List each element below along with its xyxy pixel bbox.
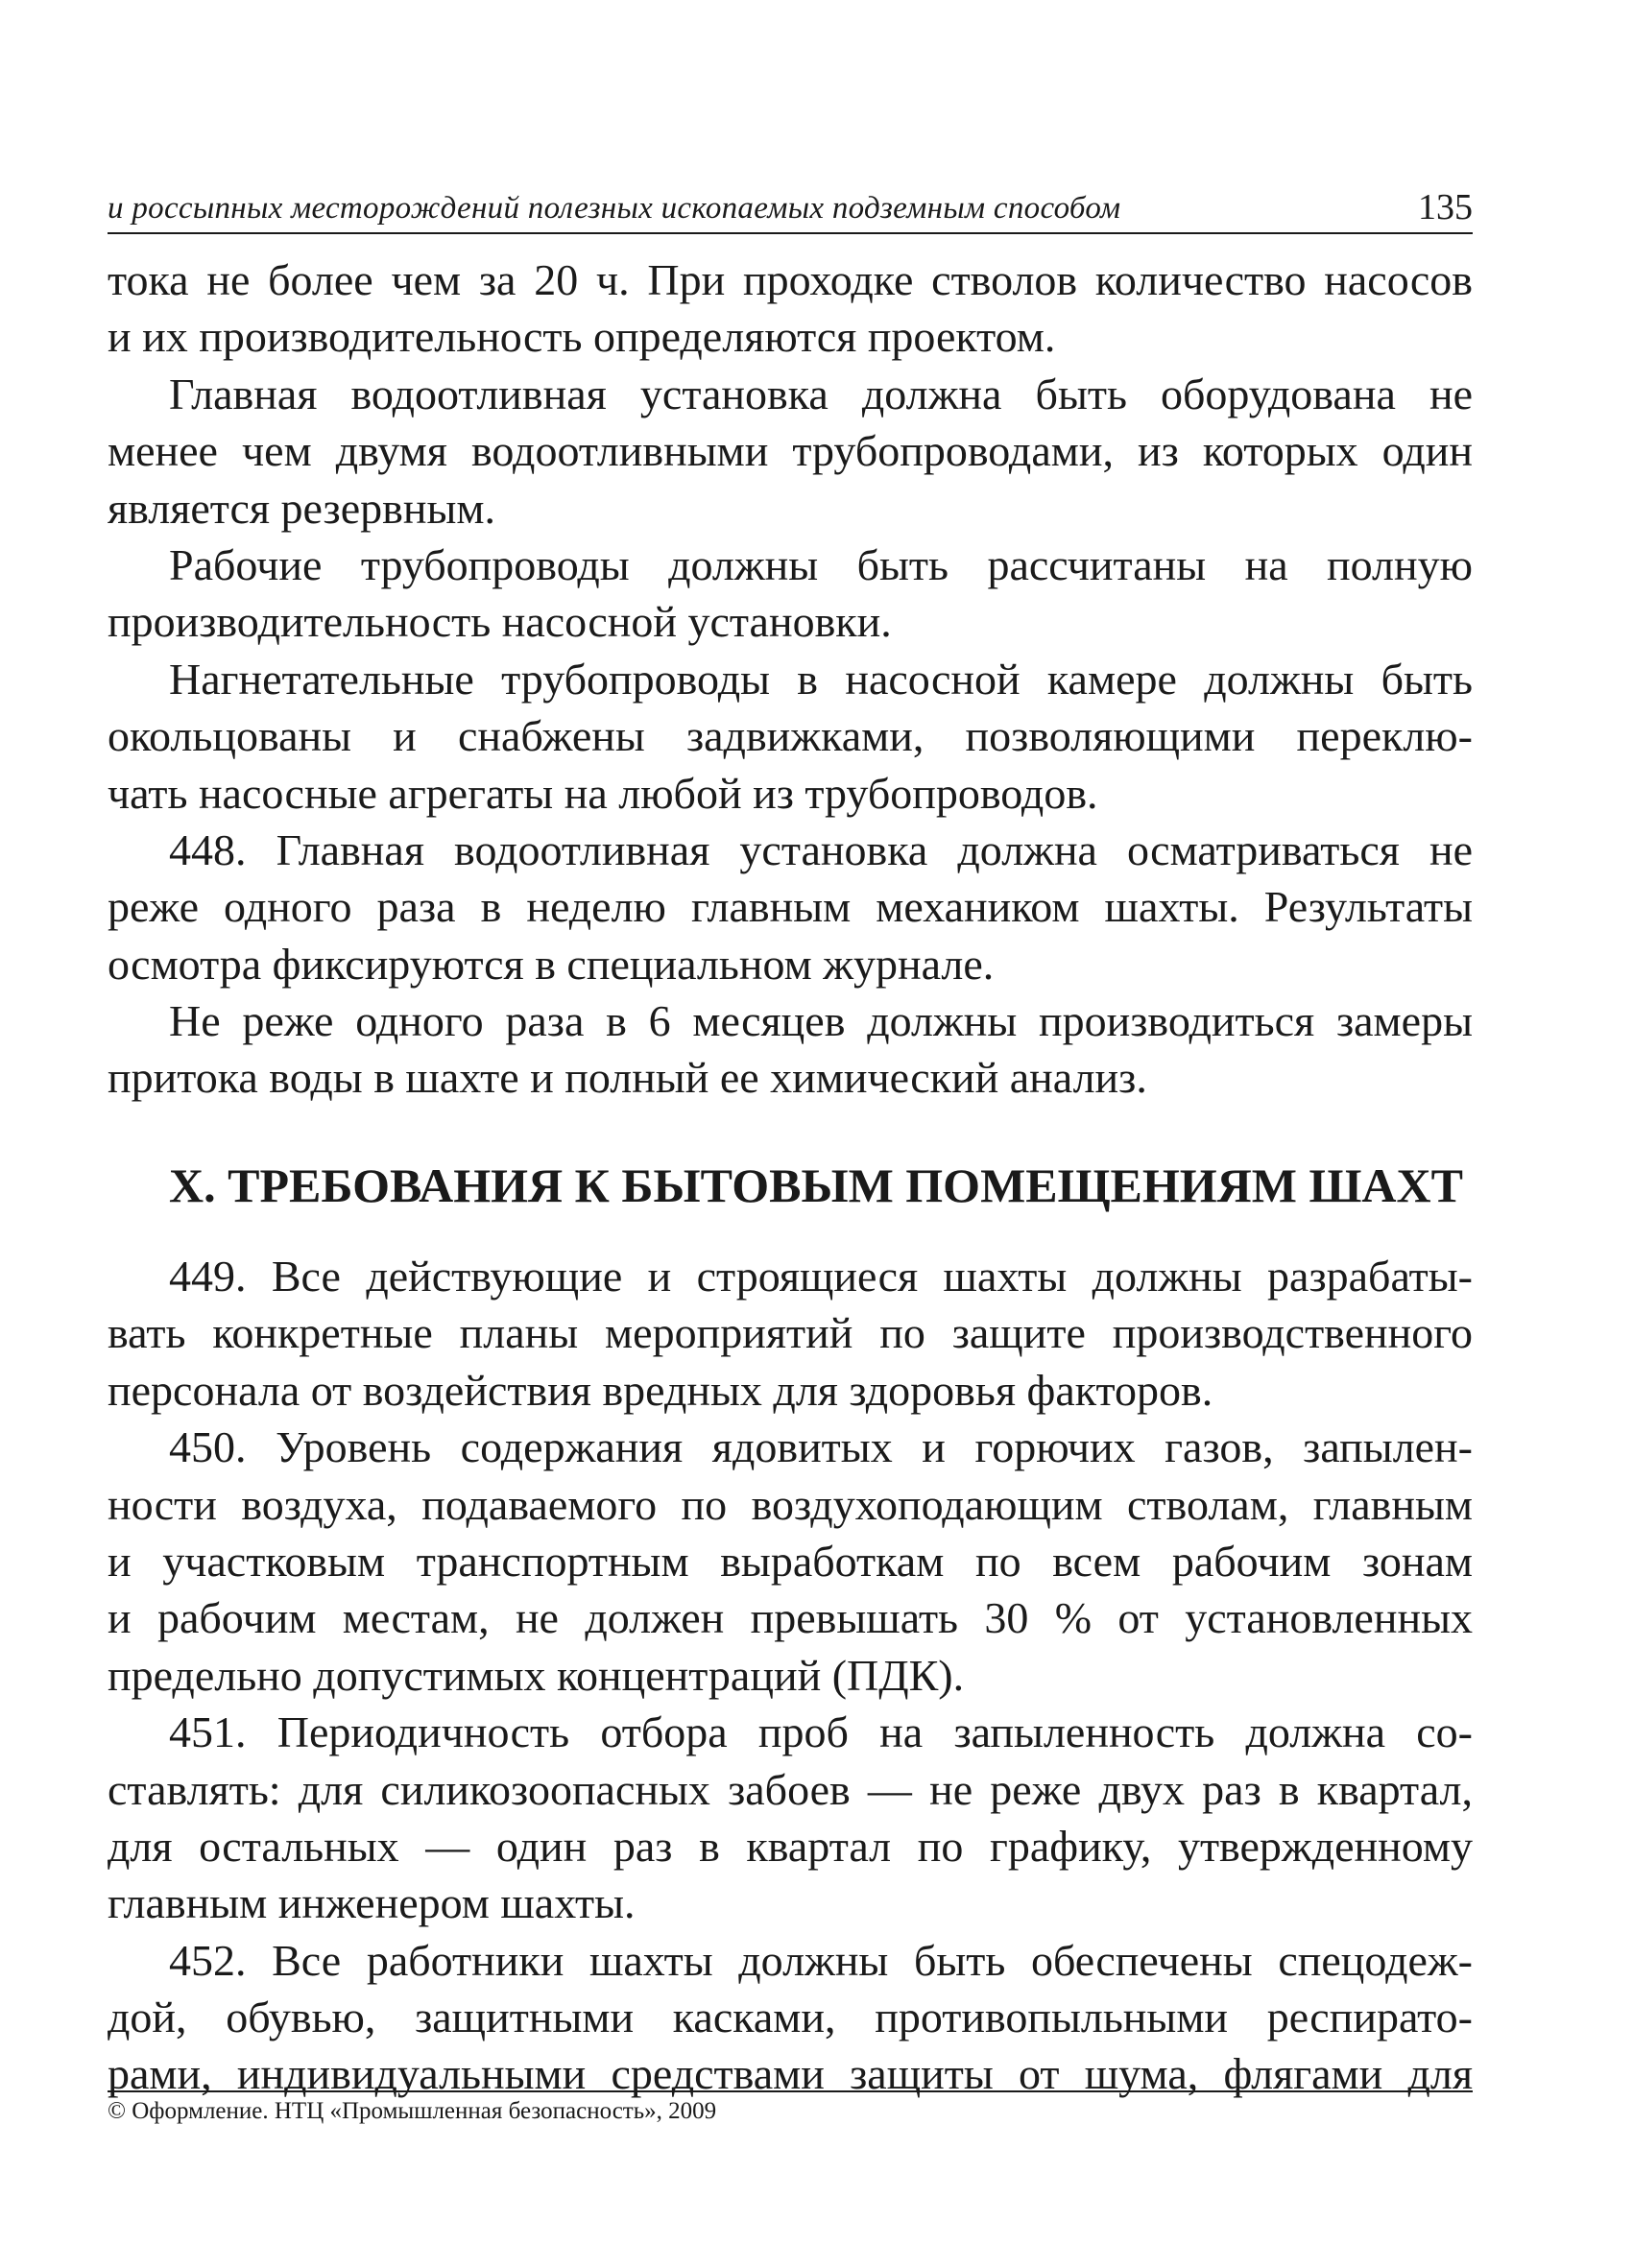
text-line: притока воды в шахте и полный ее химический анализ. bbox=[108, 1053, 1147, 1103]
text-line: Нагнетательные трубопроводы в насосной камере должны быть bbox=[169, 654, 1473, 704]
text-line: рами, индивидуальными средствами защиты от шума, флягами для bbox=[108, 2049, 1473, 2099]
running-title: и россыпных месторождений полезных ископаемых подземным способом bbox=[108, 191, 1121, 226]
section-heading: X. ТРЕБОВАНИЯ К БЫТОВЫМ ПОМЕЩЕНИЯМ ШАХТ bbox=[169, 1158, 1463, 1212]
text-line: менее чем двумя водоотливными трубопроводами, из которых один bbox=[108, 426, 1473, 476]
text-line: предельно допустимых концентраций (ПДК). bbox=[108, 1650, 965, 1700]
body-text-section-a bbox=[108, 251, 1473, 1107]
text-line: ставлять: для силикозоопасных забоев — не реже двух раз в квартал, bbox=[108, 1764, 1473, 1814]
text-line: окольцованы и снабжены задвижками, позволяющими переклю- bbox=[108, 711, 1473, 761]
body-text-section-b bbox=[108, 1248, 1473, 2103]
text-line: 450. Уровень содержания ядовитых и горючих газов, запылен- bbox=[169, 1422, 1473, 1472]
text-line: Главная водоотливная установка должна быть оборудована не bbox=[169, 369, 1473, 418]
text-line: производительность насосной установки. bbox=[108, 597, 892, 647]
text-line: чать насосные агрегаты на любой из трубопроводов. bbox=[108, 768, 1098, 818]
text-line: дой, обувью, защитными касками, противопыльными респирато- bbox=[108, 1993, 1473, 2042]
text-line: является резервным. bbox=[108, 483, 495, 533]
text-line: 449. Все действующие и строящиеся шахты должны разрабаты- bbox=[169, 1252, 1473, 1301]
text-line: 452. Все работники шахты должны быть обеспечены спецодеж- bbox=[169, 1935, 1473, 1985]
text-line: реже одного раза в неделю главным механиком шахты. Результаты bbox=[108, 882, 1473, 932]
text-line: и рабочим местам, не должен превышать 30 % от установленных bbox=[108, 1593, 1473, 1643]
text-line: и их производительность определяются проектом. bbox=[108, 312, 1056, 362]
text-line: вать конкретные планы мероприятий по защите производственного bbox=[108, 1308, 1473, 1358]
text-line: осмотра фиксируются в специальном журнале. bbox=[108, 939, 995, 989]
text-line: 448. Главная водоотливная установка должна осматриваться не bbox=[169, 824, 1473, 874]
text-line: Рабочие трубопроводы должны быть рассчитаны на полную bbox=[169, 539, 1473, 589]
page-number: 135 bbox=[1418, 187, 1473, 227]
text-line: тока не более чем за 20 ч. При проходке стволов количество насосов bbox=[108, 255, 1473, 304]
text-line: главным инженером шахты. bbox=[108, 1878, 636, 1928]
text-line: для остальных — один раз в квартал по графику, утвержденному bbox=[108, 1821, 1473, 1871]
text-line: персонала от воздействия вредных для здоровья факторов. bbox=[108, 1365, 1213, 1415]
text-line: и участковым транспортным выработкам по всем рабочим зонам bbox=[108, 1536, 1473, 1586]
text-line: 451. Периодичность отбора проб на запыленность должна со- bbox=[169, 1707, 1473, 1757]
footer-rule bbox=[108, 2090, 1473, 2092]
running-header bbox=[108, 188, 1473, 234]
footer-copyright: © Оформление. НТЦ «Промышленная безопасность», 2009 bbox=[108, 2098, 717, 2124]
text-line: ности воздуха, подаваемого по воздухоподающим стволам, главным bbox=[108, 1479, 1473, 1529]
text-line: Не реже одного раза в 6 месяцев должны производиться замеры bbox=[169, 996, 1473, 1046]
